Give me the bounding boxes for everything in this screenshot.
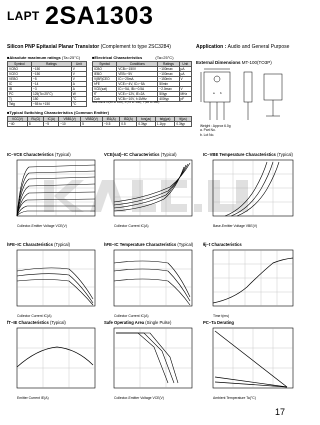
table-header-cell: Unit xyxy=(71,62,86,67)
page-number: 17 xyxy=(274,407,285,417)
chart-thetaj-t: θj−t Characteristics Time t(ms) xyxy=(203,242,295,322)
package-outline-drawing xyxy=(196,66,296,126)
table-cell: 0.5 xyxy=(120,122,137,127)
part-number: 2SA1303 xyxy=(45,2,154,30)
table-cell: MHz xyxy=(179,92,192,97)
table-cell: ICBO xyxy=(93,67,117,72)
table-cell: A xyxy=(71,82,86,87)
table-header-cell: IB2(A) xyxy=(120,117,137,122)
external-dimensions xyxy=(196,60,296,162)
table-cell: 0.3typ xyxy=(175,122,192,127)
table-cell: V(BR)CEO xyxy=(93,77,117,82)
table-cell: −5 xyxy=(31,77,71,82)
table-cell: −150 xyxy=(31,72,71,77)
table-row xyxy=(8,122,192,127)
table-cell: 1.1typ xyxy=(155,122,175,127)
table-cell: PC xyxy=(8,92,32,97)
external-dimensions-title: External Dimensions MT-100(TO3P) xyxy=(196,60,272,65)
chart-ic-vce: IC−VCE Characteristics (Typical) Collector-Emitter Voltage VCE(V) xyxy=(7,152,97,232)
table-cell: 50typ xyxy=(158,92,179,97)
application-label: Application : xyxy=(196,44,227,50)
table-cell: 50min xyxy=(158,82,179,87)
table-cell: VCE=−4V, IC=−5A xyxy=(117,82,158,87)
absolute-ratings-table xyxy=(7,61,87,107)
table-header-cell: Unit xyxy=(179,62,192,67)
chart-pc-ta-derating: PC−Ta Derating Ambient Temperature Ta(°C) xyxy=(203,320,295,406)
chart-vcesat-ic: VCE(sat)−IC Characteristics (Typical) Collector Current IC(A) xyxy=(104,152,194,232)
table-header-cell: ton(μs) xyxy=(137,117,155,122)
chart-hfe-ic-temp: hFE−IC Temperature Characteristics (Typical) Collector Current IC(A) xyxy=(104,242,194,318)
absolute-ratings-title: ■Absolute maximum ratings (Ta=25°C) xyxy=(7,55,81,60)
pc-ta-plot xyxy=(203,327,295,395)
table-cell: Cob xyxy=(93,97,117,102)
table-header-cell: VCC(V) xyxy=(8,117,28,122)
chart-ft-ie: fT−IE Characteristics (Typical) Emitter Current IE(A) xyxy=(7,320,97,406)
table-cell: −55 to +150 xyxy=(31,102,71,107)
table-cell: −5 xyxy=(44,122,59,127)
hfe-ic-plot xyxy=(7,249,97,313)
table-cell: A xyxy=(71,87,86,92)
svg-text:a: a xyxy=(213,91,215,95)
table-cell: −100max xyxy=(158,67,179,72)
table-header-cell: Conditions xyxy=(117,62,158,67)
device-type: Silicon PNP Epitaxial Planar Transistor xyxy=(7,44,100,50)
table-cell: −14 xyxy=(31,82,71,87)
ic-vce-plot xyxy=(7,159,97,223)
table-cell: −40 xyxy=(8,122,28,127)
application-line xyxy=(196,44,289,50)
table-cell: VEBO xyxy=(8,77,32,82)
vcesat-ic-plot xyxy=(104,159,194,223)
table-cell: VEB=−5V xyxy=(117,72,158,77)
table-cell: VCBO xyxy=(8,67,32,72)
table-cell: 150 xyxy=(31,97,71,102)
table-cell: pF xyxy=(179,97,192,102)
table-cell: VCE(sat) xyxy=(93,87,117,92)
table-header-cell: tstg(μs) xyxy=(155,117,175,122)
chart-safe-operating-area: Safe Operating Area (Single Pulse) Collector-Emitter Voltage VCE(V) xyxy=(104,320,194,406)
table-cell: 0.3typ xyxy=(137,122,155,127)
table-header-cell: Symbol xyxy=(8,62,32,67)
hfe-rank-note: hFE Rank O(50 to 100), P(70 to 140), Y(90 to 180) xyxy=(92,100,160,104)
chart-hfe-ic: hFE−IC Characteristics (Typical) Collector Current IC(A) xyxy=(7,242,97,322)
table-cell: 125(Tc=25°C) xyxy=(31,92,71,97)
chart-ic-vbe-temp: IC−VBE Temperature Characteristics (Typical) Base-Emitter Voltage VBE(V) xyxy=(203,152,295,232)
table-cell: IC=−25mA xyxy=(117,77,158,82)
table-cell: −100max xyxy=(158,72,179,77)
electrical-table xyxy=(92,61,192,102)
table-cell: −10 xyxy=(59,122,81,127)
datasheet-header xyxy=(0,0,300,30)
table-header-cell: Ratings xyxy=(158,62,179,67)
ic-vbe-plot xyxy=(203,159,295,223)
external-notes: Weight : Approx 6.0g a. Part No. b. Lot No. xyxy=(200,124,231,137)
table-cell: VCE=−12V, IE=2A xyxy=(117,92,158,97)
table-cell: μA xyxy=(179,72,192,77)
switching-title: ■Typical Switching Characteristics (Common Emitter) xyxy=(7,110,109,115)
table-cell: °C xyxy=(71,97,86,102)
table-header-cell: RL(Ω) xyxy=(27,117,43,122)
table-cell: 5 xyxy=(81,122,103,127)
table-header-cell: VBB1(V) xyxy=(59,117,81,122)
table-header-cell: IC(A) xyxy=(44,117,59,122)
table-cell: Tj xyxy=(8,97,32,102)
table-cell: 8 xyxy=(27,122,43,127)
series-prefix: LAPT xyxy=(7,9,40,23)
table-cell: −0.5 xyxy=(103,122,120,127)
table-cell: μA xyxy=(179,67,192,72)
table-cell: −150min xyxy=(158,77,179,82)
thetaj-t-plot xyxy=(203,249,295,313)
application-value: Audio and General Purpose xyxy=(227,44,290,50)
table-cell: 400typ xyxy=(158,97,179,102)
table-cell: −2.0max xyxy=(158,87,179,92)
table-header-cell: VBB2(V) xyxy=(81,117,103,122)
device-description xyxy=(7,44,171,50)
table-header-cell: tf(μs) xyxy=(175,117,192,122)
table-cell: IC=−5A, IB=−0.5A xyxy=(117,87,158,92)
switching-table xyxy=(7,116,192,127)
table-header-cell: Ratings xyxy=(31,62,71,67)
table-cell: W xyxy=(71,92,86,97)
table-cell: V xyxy=(179,77,192,82)
table-cell: V xyxy=(71,67,86,72)
table-cell: V xyxy=(71,77,86,82)
table-cell: −3 xyxy=(31,87,71,92)
table-cell: −150 xyxy=(31,67,71,72)
table-cell: Tstg xyxy=(8,102,32,107)
svg-text:b: b xyxy=(220,91,222,95)
table-cell: VCB=−150V xyxy=(117,67,158,72)
table-header-cell: IB1(A) xyxy=(103,117,120,122)
complement-note: (Complement to type 2SC3284) xyxy=(100,44,171,50)
table-cell: hFE xyxy=(93,82,117,87)
table-cell: IC xyxy=(8,82,32,87)
electrical-title: ■Electrical Characteristics (Ta=25°C) xyxy=(92,55,174,60)
table-cell: VCB=−10V, f=1MHz xyxy=(117,97,158,102)
soa-plot xyxy=(104,327,194,395)
table-cell: VCEO xyxy=(8,72,32,77)
table-row xyxy=(8,102,87,107)
ft-ie-plot xyxy=(7,327,97,395)
table-cell: V xyxy=(71,72,86,77)
table-cell: V xyxy=(179,87,192,92)
table-cell: IEBO xyxy=(93,72,117,77)
table-header-cell: Symbol xyxy=(93,62,117,67)
hfe-ic-temp-plot xyxy=(104,249,194,313)
table-cell: °C xyxy=(71,102,86,107)
table-cell: IB xyxy=(8,87,32,92)
table-cell: fT xyxy=(93,92,117,97)
